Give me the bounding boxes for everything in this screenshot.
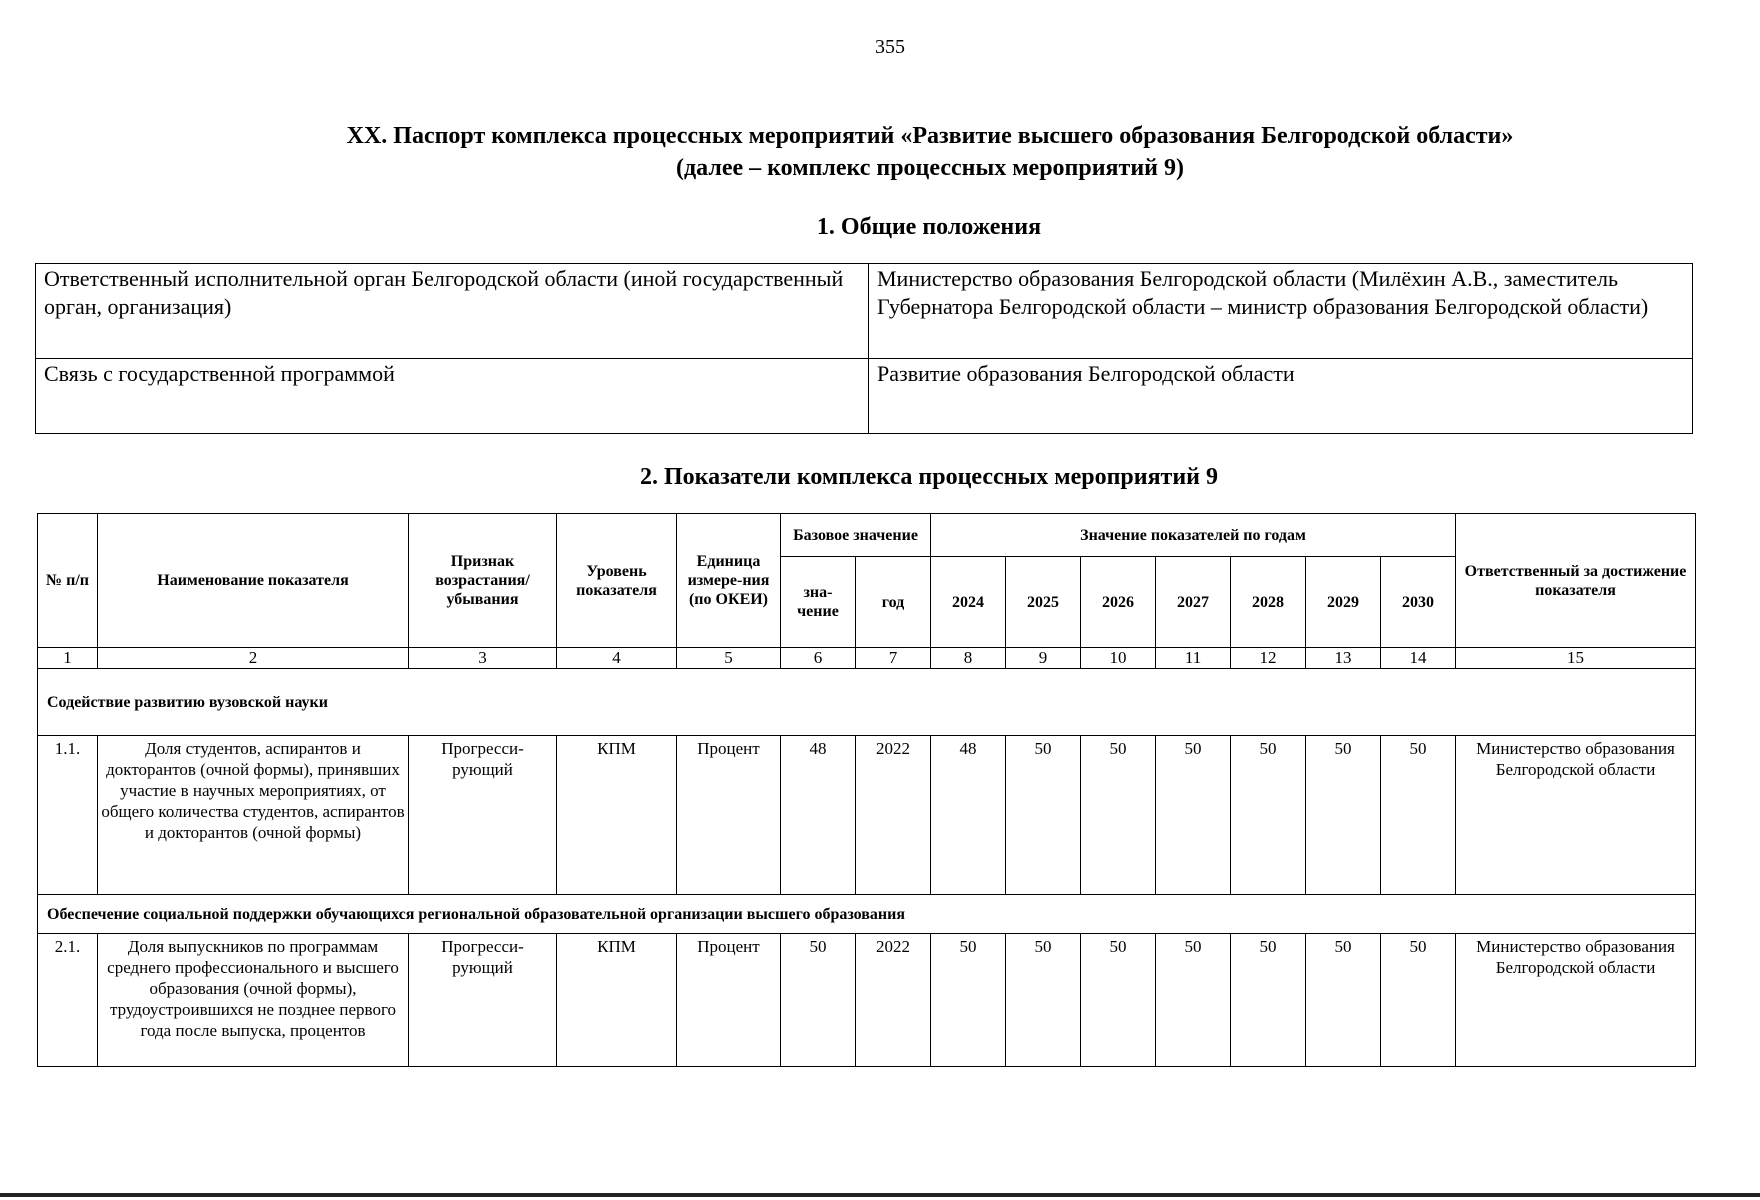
header-base: Базовое значение [781, 514, 931, 557]
column-number: 4 [557, 648, 677, 669]
year-value: 50 [1081, 934, 1156, 1067]
header-sign: Признак возрастания/ убывания [409, 514, 557, 648]
indicator-level: КПМ [557, 736, 677, 895]
column-number: 14 [1381, 648, 1456, 669]
indicator-sign: Прогресси-рующий [409, 934, 557, 1067]
table-row [36, 359, 1693, 434]
group-row [38, 669, 1696, 736]
document-title-line-2: (далее – комплекс процессных мероприятий 9) [676, 155, 1184, 181]
header-year: 2029 [1306, 557, 1381, 648]
column-number: 6 [781, 648, 856, 669]
indicator-unit: Процент [677, 934, 781, 1067]
group-title: Обеспечение социальной поддержки обучающихся региональной образовательной организации высшего образования [38, 895, 1696, 934]
year-value: 50 [1156, 736, 1231, 895]
header-unit: Единица измере-ния (по ОКЕИ) [677, 514, 781, 648]
year-value: 50 [1081, 736, 1156, 895]
column-number: 2 [98, 648, 409, 669]
header-base-value: зна-чение [781, 557, 856, 648]
year-value: 50 [1006, 934, 1081, 1067]
header-row [38, 514, 1696, 557]
year-value: 50 [1306, 934, 1381, 1067]
year-value: 50 [931, 934, 1006, 1067]
scan-edge-line [0, 1193, 1760, 1197]
page-number: 355 [875, 36, 905, 58]
base-value: 48 [781, 736, 856, 895]
column-number: 7 [856, 648, 931, 669]
header-num: № п/п [38, 514, 98, 648]
responsible-body-value: Министерство образования Белгородской области (Милёхин А.В., заместитель Губернатора Белгородской области – министр образования Белгородской области) [869, 264, 1693, 359]
header-year: 2024 [931, 557, 1006, 648]
group-title: Содействие развитию вузовской науки [38, 669, 1696, 736]
header-level: Уровень показателя [557, 514, 677, 648]
indicator-name: Доля студентов, аспирантов и докторантов (очной формы), принявших участие в научных мероприятиях, от общего количества студентов, аспирантов и докторантов (очной формы) [98, 736, 409, 895]
indicator-name: Доля выпускников по программам среднего профессионального и высшего образования (очной формы), трудоустроившихся не позднее первого года после выпуска, процентов [98, 934, 409, 1067]
header-responsible: Ответственный за достижение показателя [1456, 514, 1696, 648]
year-value: 48 [931, 736, 1006, 895]
header-year: 2026 [1081, 557, 1156, 648]
base-year: 2022 [856, 934, 931, 1067]
base-value: 50 [781, 934, 856, 1067]
column-number: 8 [931, 648, 1006, 669]
program-link-label: Связь с государственной программой [36, 359, 869, 434]
table-row [36, 264, 1693, 359]
header-year: 2030 [1381, 557, 1456, 648]
column-number: 12 [1231, 648, 1306, 669]
header-name: Наименование показателя [98, 514, 409, 648]
column-number: 15 [1456, 648, 1696, 669]
row-num: 1.1. [38, 736, 98, 895]
general-provisions-table [35, 263, 1693, 434]
year-value: 50 [1381, 934, 1456, 1067]
column-number: 11 [1156, 648, 1231, 669]
indicator-level: КПМ [557, 934, 677, 1067]
column-number: 5 [677, 648, 781, 669]
responsible-body: Министерство образования Белгородской области [1456, 736, 1696, 895]
indicator-sign: Прогресси-рующий [409, 736, 557, 895]
year-value: 50 [1231, 934, 1306, 1067]
year-value: 50 [1006, 736, 1081, 895]
column-number: 9 [1006, 648, 1081, 669]
base-year: 2022 [856, 736, 931, 895]
year-value: 50 [1381, 736, 1456, 895]
document-title [0, 120, 1760, 184]
column-number: 1 [38, 648, 98, 669]
section-heading-general: 1. Общие положения [816, 214, 1042, 240]
header-year: 2028 [1231, 557, 1306, 648]
column-number: 13 [1306, 648, 1381, 669]
row-num: 2.1. [38, 934, 98, 1067]
header-by-years: Значение показателей по годам [931, 514, 1456, 557]
header-year: 2025 [1006, 557, 1081, 648]
section-heading-indicators: 2. Показатели комплекса процессных мероприятий 9 [639, 464, 1218, 490]
column-number-row [38, 648, 1696, 669]
column-number: 10 [1081, 648, 1156, 669]
year-value: 50 [1156, 934, 1231, 1067]
year-value: 50 [1306, 736, 1381, 895]
year-value: 50 [1231, 736, 1306, 895]
group-row [38, 895, 1696, 934]
table-row [38, 736, 1696, 895]
document-title-line-1: XX. Паспорт комплекса процессных мероприятий «Развитие высшего образования Белгородской области» [346, 123, 1514, 149]
responsible-body: Министерство образования Белгородской области [1456, 934, 1696, 1067]
column-number: 3 [409, 648, 557, 669]
responsible-body-label: Ответственный исполнительной орган Белгородской области (иной государственный орган, организация) [36, 264, 869, 359]
indicator-unit: Процент [677, 736, 781, 895]
header-year: 2027 [1156, 557, 1231, 648]
table-row [38, 934, 1696, 1067]
indicators-table [37, 513, 1696, 1067]
program-link-value: Развитие образования Белгородской области [869, 359, 1693, 434]
header-base-year: год [856, 557, 931, 648]
